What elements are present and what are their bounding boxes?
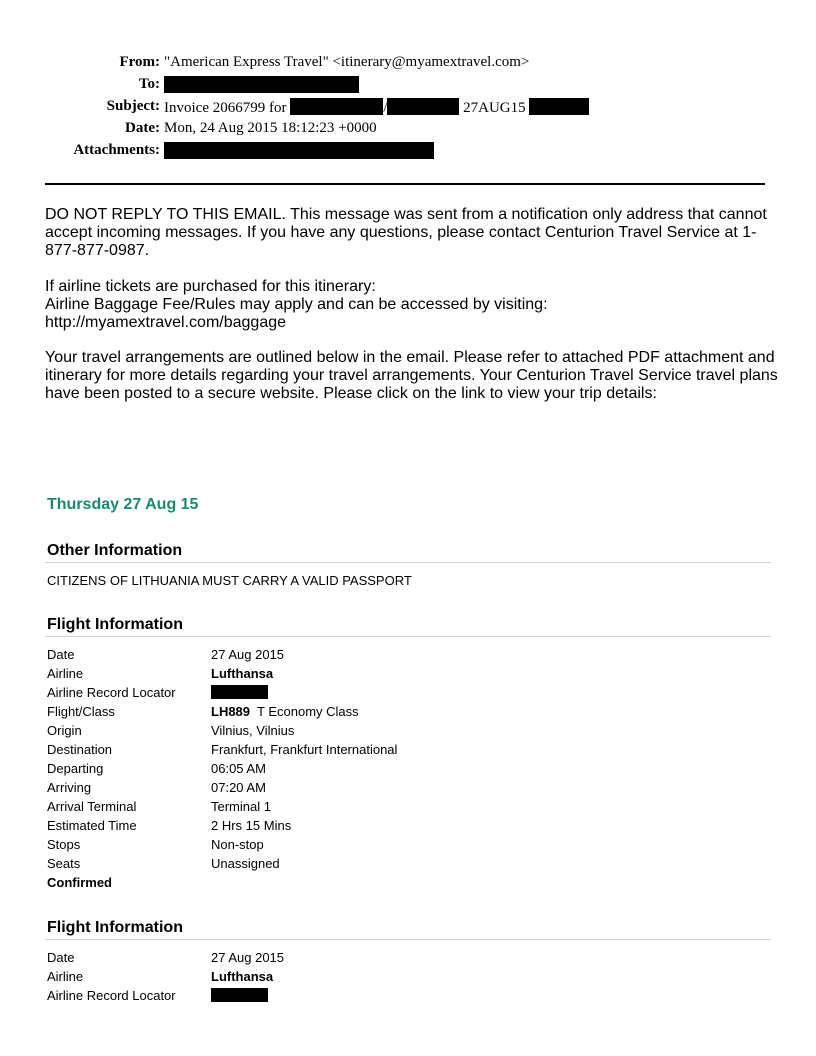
- from-label: From:: [119, 54, 160, 70]
- flight1-estimated-row: [47, 818, 747, 837]
- date-label: Date:: [125, 120, 160, 136]
- date-value: 27 Aug 2015: [211, 647, 285, 662]
- arrival-terminal-value: Terminal 1: [211, 799, 271, 814]
- airline-label: Airline: [47, 666, 84, 681]
- flight1-origin-row: [47, 723, 747, 742]
- confirmed-status: Confirmed: [47, 875, 112, 890]
- redacted-recipient: [164, 76, 359, 93]
- flight1-title: Flight Information: [47, 616, 183, 633]
- redacted-locator: [211, 988, 268, 1002]
- email-header: [0, 54, 816, 164]
- seats-value: Unassigned: [211, 856, 280, 871]
- to-row: [0, 76, 816, 98]
- stops-label: Stops: [47, 837, 81, 852]
- origin-label: Origin: [47, 723, 82, 738]
- flight2-locator-row: [47, 988, 747, 1007]
- subject-separator: /: [383, 100, 388, 116]
- flight2-date-row: [47, 950, 747, 969]
- passport-note: CITIZENS OF LITHUANIA MUST CARRY A VALID PASSPORT: [47, 573, 412, 588]
- other-info-divider: [45, 562, 771, 563]
- baggage-line-1: If airline tickets are purchased for this itinerary:: [45, 278, 376, 295]
- flight1-seats-row: [47, 856, 747, 875]
- flight2-title: Flight Information: [47, 919, 183, 936]
- departing-label: Departing: [47, 761, 104, 776]
- arriving-label: Arriving: [47, 780, 92, 795]
- baggage-paragraph: [45, 278, 780, 332]
- attachments-row: [0, 142, 816, 164]
- arrangements-text: Your travel arrangements are outlined below in the email. Please refer to attached PDF attachment and itinerary for more details regarding your travel arrangements. Your Centurion Travel Service travel plans have been posted to a secure website. Please click on the link to view your trip details:: [45, 349, 778, 402]
- flight1-divider: [45, 636, 771, 637]
- airline-value: Lufthansa: [211, 666, 274, 681]
- flight1-arriving-row: [47, 780, 747, 799]
- flight1-destination-row: [47, 742, 747, 761]
- baggage-line-2: Airline Baggage Fee/Rules may apply and can be accessed by visiting:: [45, 296, 548, 313]
- redacted-locator: [211, 685, 268, 699]
- airline-value: Lufthansa: [211, 969, 274, 984]
- stops-value: Non-stop: [211, 837, 264, 852]
- estimated-time-label: Estimated Time: [47, 818, 137, 833]
- day-heading: Thursday 27 Aug 15: [47, 496, 199, 513]
- redacted-name-1: [290, 98, 383, 115]
- estimated-time-value: 2 Hrs 15 Mins: [211, 818, 292, 833]
- attachments-label: Attachments:: [73, 142, 160, 158]
- arrangements-paragraph: [45, 349, 780, 403]
- cabin-class: T Economy Class: [257, 704, 359, 719]
- baggage-link[interactable]: http://myamextravel.com/baggage: [45, 314, 287, 331]
- from-value: "American Express Travel" <itinerary@myamextravel.com>: [164, 54, 530, 70]
- departing-value: 06:05 AM: [211, 761, 266, 776]
- seats-label: Seats: [47, 856, 81, 871]
- notice-text: DO NOT REPLY TO THIS EMAIL. This message was sent from a notification only address that cannot accept incoming messages. If you have any questions, please contact Centurion Travel Service at 1-877-877-0987.: [45, 206, 767, 259]
- redacted-name-2: [387, 98, 459, 115]
- flight1-departing-row: [47, 761, 747, 780]
- header-divider: [45, 183, 765, 185]
- destination-value: Frankfurt, Frankfurt International: [211, 742, 398, 757]
- flight1-locator-row: [47, 685, 747, 704]
- to-label: To:: [138, 76, 160, 92]
- flight-number: LH889: [211, 704, 251, 719]
- flight1-date-row: [47, 647, 747, 666]
- redacted-attachment[interactable]: [164, 142, 434, 159]
- flight1-status-row: [47, 875, 747, 894]
- flight-class-label: Flight/Class: [47, 704, 115, 719]
- flight1-class-row: [47, 704, 747, 723]
- date-label: Date: [47, 647, 75, 662]
- flight2-divider: [45, 939, 771, 940]
- flight2-airline-row: [47, 969, 747, 988]
- notice-paragraph: [45, 206, 780, 260]
- flight1-airline-row: [47, 666, 747, 685]
- subject-prefix: Invoice 2066799 for: [164, 100, 287, 116]
- date-value: 27 Aug 2015: [211, 950, 285, 965]
- subject-date: 27AUG15: [463, 100, 526, 116]
- origin-value: Vilnius, Vilnius: [211, 723, 295, 738]
- date-row: [0, 120, 816, 142]
- from-row: [0, 54, 816, 76]
- date-label: Date: [47, 950, 75, 965]
- flight1-terminal-row: [47, 799, 747, 818]
- arrival-terminal-label: Arrival Terminal: [47, 799, 137, 814]
- other-info-title: Other Information: [47, 542, 183, 559]
- airline-label: Airline: [47, 969, 84, 984]
- redacted-subject-end: [529, 98, 589, 115]
- destination-label: Destination: [47, 742, 113, 757]
- locator-label: Airline Record Locator: [47, 685, 176, 700]
- flight2-details: [47, 950, 747, 1007]
- arriving-value: 07:20 AM: [211, 780, 266, 795]
- subject-label: Subject:: [106, 98, 160, 114]
- flight1-stops-row: [47, 837, 747, 856]
- date-value: Mon, 24 Aug 2015 18:12:23 +0000: [164, 120, 377, 136]
- flight1-details: [47, 647, 747, 894]
- locator-label: Airline Record Locator: [47, 988, 176, 1003]
- subject-row: [0, 98, 816, 120]
